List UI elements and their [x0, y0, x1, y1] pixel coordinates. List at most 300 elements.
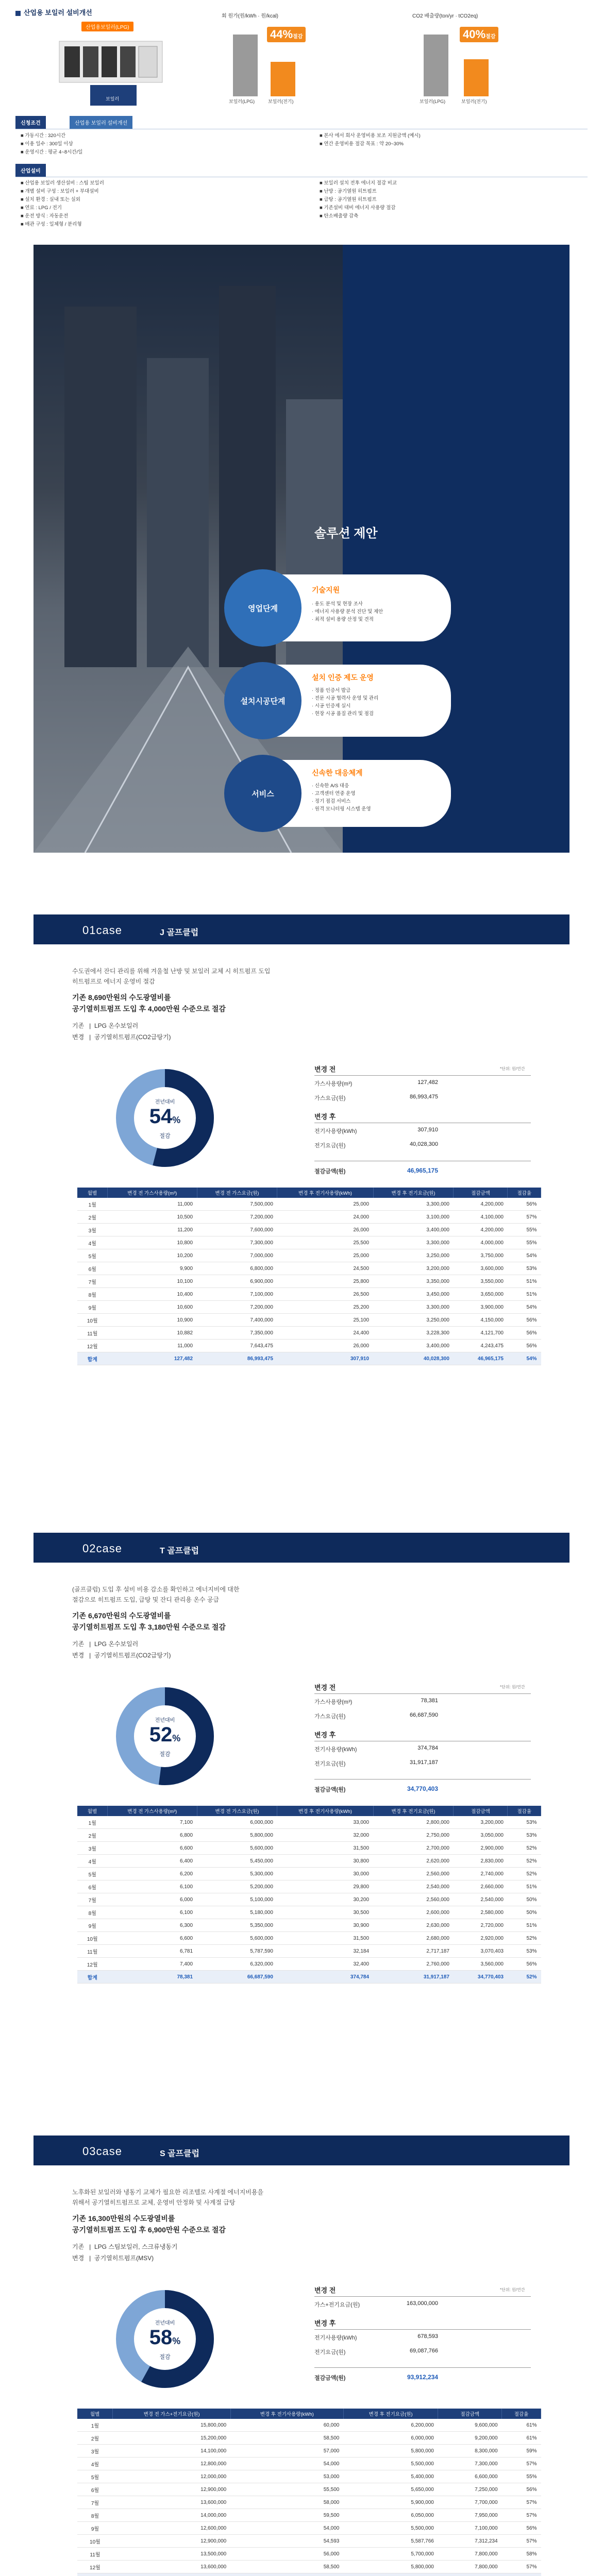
stage-circle: 영업단계	[224, 569, 301, 647]
table-cell: 7,800,000	[438, 2561, 502, 2573]
table-cell: 2,540,000	[373, 1880, 454, 1893]
table-cell: 26,500	[277, 1288, 373, 1301]
table-row	[77, 2483, 541, 2496]
table-cell: 9월	[77, 1301, 108, 1314]
table-header	[77, 2409, 541, 2419]
table-cell: 31,500	[277, 1932, 373, 1945]
table-cell: 25,800	[277, 1275, 373, 1288]
case-name: T 골프클럽	[160, 1547, 199, 1555]
table-cell: 15,200,000	[113, 2432, 230, 2445]
divider	[314, 1075, 531, 1076]
table-cell: 4월	[77, 2458, 113, 2470]
table-cell: 51%	[508, 1288, 541, 1301]
table-cell: 1월	[77, 1198, 108, 1211]
table-cell: 7,950,000	[438, 2509, 502, 2522]
table-cell: 56%	[508, 1340, 541, 1352]
table-cell: 5,350,000	[197, 1919, 277, 1932]
table-row	[77, 1880, 541, 1893]
table-cell: 7,100,000	[197, 1288, 277, 1301]
table-cell: 7,400,000	[197, 1314, 277, 1327]
table-cell: 7,500,000	[197, 1198, 277, 1211]
divider	[314, 2329, 531, 2330]
table-cell: 3월	[77, 1224, 108, 1236]
co2-chart	[412, 11, 505, 104]
table-cell: 2,600,000	[373, 1906, 454, 1919]
table-cell: 10월	[77, 1314, 108, 1327]
table-cell: 54,000	[230, 2522, 343, 2535]
kv-label: 전기요금(원)	[314, 2349, 346, 2355]
table-cell: 12,800,000	[113, 2458, 230, 2470]
table-cell: 54,000	[230, 2458, 343, 2470]
table-cell: 34,770,403	[454, 1971, 508, 1984]
table-cell: 3,300,000	[373, 1301, 454, 1314]
column-header: 변경 전 가스사용량(m³)	[108, 1806, 197, 1816]
table-cell: 5,900,000	[343, 2496, 438, 2509]
table-cell: 9,900	[108, 1262, 197, 1275]
monthly-table	[77, 1188, 541, 1365]
table-row	[77, 2458, 541, 2470]
case-name: J 골프클럽	[160, 928, 199, 937]
table-cell: 3,750,000	[454, 1249, 508, 1262]
case-header	[34, 2136, 569, 2165]
table-cell: 53%	[508, 1829, 541, 1842]
table-cell: 9,600,000	[438, 2419, 502, 2432]
column-header: 월별	[77, 2409, 113, 2419]
kv-value: 31,917,187	[409, 1759, 438, 1766]
table-cell: 1월	[77, 1816, 108, 1829]
column-header: 변경 후 전기사용량(kWh)	[277, 1806, 373, 1816]
table-cell: 32,000	[277, 1829, 373, 1842]
table-cell: 13,600,000	[113, 2496, 230, 2509]
table-cell: 11,200	[108, 1224, 197, 1236]
table-cell: 4월	[77, 1855, 108, 1868]
table-cell	[343, 2573, 438, 2576]
table-cell: 30,800	[277, 1855, 373, 1868]
table-cell	[113, 2573, 230, 2576]
table-cell: 5,700,000	[343, 2548, 438, 2561]
condition-text: ■ 가동시간 : 320시간 ■ 이용 일수 : 300일 이상 ■ 운영시간 : 평균 4~8시간/일	[21, 133, 83, 155]
case-description: 수도권에서 잔디 관리를 위해 겨울철 난방 및 보일러 교체 시 히트펌프 도입 히트펌프로 에너지 운영비 절감	[72, 968, 271, 985]
solution-text: · 용도 분석 및 현장 조사 · 에너지 사용량 분석 진단 및 제안 · 최적 설비 용량 산정 및 견적	[312, 601, 383, 622]
table-cell: 52%	[508, 1855, 541, 1868]
percent-sign: %	[172, 2336, 181, 2346]
table-cell: 12월	[77, 2561, 113, 2573]
table-cell: 11월	[77, 1327, 108, 1340]
table-row	[77, 1314, 541, 1327]
table-cell: 3월	[77, 2445, 113, 2458]
stage-circle: 설치시공단계	[224, 662, 301, 739]
table-cell: 10,500	[108, 1211, 197, 1224]
table-cell: 6,100	[108, 1906, 197, 1919]
table-cell: 3,070,403	[454, 1945, 508, 1958]
table-row	[77, 1211, 541, 1224]
table-row	[77, 1868, 541, 1880]
table-cell: 2,830,000	[454, 1855, 508, 1868]
kv-value: 78,381	[421, 1698, 438, 1704]
product-caption: 보일러	[106, 96, 120, 101]
table-cell: 3,200,000	[454, 1816, 508, 1829]
table-cell: 7,400	[108, 1958, 197, 1971]
table-row	[77, 1932, 541, 1945]
chart-title: 회 원가(원/kWh · 원/kcal)	[222, 13, 278, 19]
kv-label: 전기요금(원)	[314, 1761, 346, 1767]
table-row	[77, 1842, 541, 1855]
solution-text: · 신속한 A/S 대응 · 고객센터 연중 운영 · 정기 점검 서비스 · 원격 모니터링 시스템 운영	[312, 783, 371, 812]
table-cell: 30,000	[277, 1868, 373, 1880]
saving-label: 절감금액(원)	[314, 2375, 346, 2381]
after-title: 변경 후	[314, 2319, 336, 2327]
table-cell: 25,500	[277, 1236, 373, 1249]
table-cell: 5월	[77, 1868, 108, 1880]
page-title: 산업용 보일러 설비개선	[15, 7, 92, 17]
column-header: 절감금액	[438, 2409, 502, 2419]
unit-note: *단위: 원/연간	[500, 2287, 525, 2292]
table-cell: 53%	[508, 1816, 541, 1829]
table-cell: 2월	[77, 1211, 108, 1224]
table-cell: 5,500,000	[343, 2522, 438, 2535]
table-cell: 5,800,000	[343, 2445, 438, 2458]
table-cell: 2,800,000	[373, 1816, 454, 1829]
column-header: 변경 후 전기요금(원)	[373, 1806, 454, 1816]
table-cell: 54%	[508, 1249, 541, 1262]
table-cell: 78,381	[108, 1971, 197, 1984]
table-cell: 2,920,000	[454, 1932, 508, 1945]
kv-label: 전기사용량(kWh)	[314, 2335, 357, 2341]
case-highlight: 기존 6,670만원의 수도광열비를 공기열히트펌프 도입 후 3,180만원 수준으로 절감	[72, 1612, 226, 1631]
chart-bar	[424, 35, 448, 96]
table-cell: 55%	[502, 2470, 541, 2483]
column-header: 변경 전 가스요금(원)	[197, 1806, 277, 1816]
table-row	[77, 2509, 541, 2522]
table-cell: 7월	[77, 1275, 108, 1288]
table-cell: 3,560,000	[454, 1958, 508, 1971]
table-cell: 54%	[508, 1301, 541, 1314]
kv-value: 374,784	[417, 1745, 438, 1751]
kv-label: 가스+전기요금(원)	[314, 2302, 360, 2308]
kv-label: 전기사용량(kWh)	[314, 1128, 357, 1134]
table-cell: 7월	[77, 1893, 108, 1906]
donut-percent	[139, 2326, 191, 2352]
table-cell: 31,917,187	[373, 1971, 454, 1984]
kv-value: 678,593	[417, 2333, 438, 2340]
after-title: 변경 후	[314, 1113, 336, 1121]
saving-badge: 44%절감	[267, 27, 306, 42]
column-header: 변경 후 전기사용량(kWh)	[230, 2409, 343, 2419]
table-cell: 6월	[77, 2483, 113, 2496]
table-cell: 52%	[508, 1868, 541, 1880]
kv-label: 가스사용량(m³)	[314, 1081, 353, 1087]
table-cell: 11월	[77, 1945, 108, 1958]
saving-label: 절감금액(원)	[314, 1787, 346, 1793]
table-cell: 5,200,000	[197, 1880, 277, 1893]
table-cell: 7,100	[108, 1816, 197, 1829]
table-cell: 2,680,000	[373, 1932, 454, 1945]
table-cell: 3,650,000	[454, 1288, 508, 1301]
table-cell: 66,687,590	[197, 1971, 277, 1984]
table-cell: 58,500	[230, 2432, 343, 2445]
table-cell: 14,100,000	[113, 2445, 230, 2458]
table-cell: 2,700,000	[373, 1842, 454, 1855]
chart-bar	[464, 59, 489, 96]
table-cell: 30,200	[277, 1893, 373, 1906]
case-spec: 기존 | LPG 스팀보일러, 스크류냉동기 변경 | 공기열히트펌프(MSV)	[72, 2243, 178, 2262]
divider	[314, 2367, 531, 2368]
table-cell: 5,450,000	[197, 1855, 277, 1868]
table-cell: 30,900	[277, 1919, 373, 1932]
table-total-row	[77, 2573, 541, 2576]
donut-percent-value: 58	[149, 2326, 173, 2349]
table-cell: 6월	[77, 1880, 108, 1893]
table-cell: 307,910	[277, 1352, 373, 1365]
table-cell: 6,300	[108, 1919, 197, 1932]
table-cell: 7,643,475	[197, 1340, 277, 1352]
table-cell: 25,100	[277, 1314, 373, 1327]
table-cell: 6월	[77, 1262, 108, 1275]
column-header: 절감금액	[454, 1806, 508, 1816]
table-cell: 25,000	[277, 1249, 373, 1262]
table-cell: 7,300,000	[438, 2458, 502, 2470]
table-row	[77, 2432, 541, 2445]
table-cell: 5,300,000	[197, 1868, 277, 1880]
donut-caption: 전년대비	[155, 1718, 175, 1723]
unit-note: *단위: 원/연간	[500, 1685, 525, 1689]
table-cell: 3,228,300	[373, 1327, 454, 1340]
table-row	[77, 2548, 541, 2561]
table-cell: 4,150,000	[454, 1314, 508, 1327]
saving-badge: 40%절감	[460, 27, 498, 42]
table-cell: 2,560,000	[373, 1868, 454, 1880]
table-cell: 12월	[77, 1340, 108, 1352]
kv-value: 40,028,300	[409, 1141, 438, 1147]
donut-percent	[139, 1105, 191, 1131]
table-cell: 58,500	[230, 2561, 343, 2573]
table-cell: 5,400,000	[343, 2470, 438, 2483]
table-cell: 4,200,000	[454, 1198, 508, 1211]
table-cell: 합계	[77, 1352, 108, 1365]
table-header	[77, 1806, 541, 1816]
table-cell: 52%	[508, 1932, 541, 1945]
case-number: 02case	[82, 1542, 122, 1555]
table-cell: 7,700,000	[438, 2496, 502, 2509]
table-cell: 8월	[77, 1288, 108, 1301]
case-description: 노후화된 보일러와 냉동기 교체가 필요한 리조텔로 사계절 에너지비용을 위해서 공기열히트펌프로 교체, 운영비 안정화 및 사계절 급탕	[72, 2189, 264, 2206]
table-cell: 46,965,175	[454, 1352, 508, 1365]
table-cell: 2,750,000	[373, 1829, 454, 1842]
table-cell: 9월	[77, 2522, 113, 2535]
table-cell: 61%	[502, 2419, 541, 2432]
table-cell: 59%	[502, 2445, 541, 2458]
table-cell: 57%	[502, 2561, 541, 2573]
table-row	[77, 1919, 541, 1932]
table-cell: 10월	[77, 1932, 108, 1945]
table-cell: 12,900,000	[113, 2535, 230, 2548]
table-cell: 3,300,000	[373, 1236, 454, 1249]
solution-head: 기술지원	[312, 586, 340, 594]
table-cell: 9월	[77, 1919, 108, 1932]
table-cell: 2,760,000	[373, 1958, 454, 1971]
table-cell: 4월	[77, 1236, 108, 1249]
chart-bar	[233, 35, 258, 96]
saving-label: 절감금액(원)	[314, 1168, 346, 1175]
solution-title: 솔루션 제안	[314, 527, 378, 540]
table-cell: 1월	[77, 2419, 113, 2432]
table-cell: 4,243,475	[454, 1340, 508, 1352]
table-cell: 30,500	[277, 1906, 373, 1919]
table-row	[77, 1893, 541, 1906]
kv-value: 307,910	[417, 1127, 438, 1133]
table-cell: 10,800	[108, 1236, 197, 1249]
table-cell: 3,400,000	[373, 1224, 454, 1236]
kv-value: 66,687,590	[409, 1712, 438, 1718]
table-cell: 7,350,000	[197, 1327, 277, 1340]
table-cell: 10,400	[108, 1288, 197, 1301]
kv-value: 86,993,475	[409, 1094, 438, 1100]
table-row	[77, 1288, 541, 1301]
table-cell: 합계	[77, 1971, 108, 1984]
table-cell: 54,593	[230, 2535, 343, 2548]
unit-note: *단위: 원/연간	[500, 1066, 525, 1071]
table-cell: 6,781	[108, 1945, 197, 1958]
table-cell: 55%	[508, 1236, 541, 1249]
column-header: 변경 후 전기요금(원)	[343, 2409, 438, 2419]
table-cell: 51%	[508, 1880, 541, 1893]
table-cell: 2,560,000	[373, 1893, 454, 1906]
table-row	[77, 1816, 541, 1829]
table-cell: 6,600	[108, 1842, 197, 1855]
after-title: 변경 후	[314, 1731, 336, 1739]
table-row	[77, 1262, 541, 1275]
table-cell: 26,000	[277, 1340, 373, 1352]
table-cell: 7,200,000	[197, 1211, 277, 1224]
table-cell: 12,000,000	[113, 2470, 230, 2483]
table-cell: 2,900,000	[454, 1842, 508, 1855]
case-number: 01case	[82, 924, 122, 937]
table-cell: 127,482	[108, 1352, 197, 1365]
table-cell: 50%	[508, 1893, 541, 1906]
kv-label: 가스요금(원)	[314, 1714, 346, 1720]
column-header: 절감율	[502, 2409, 541, 2419]
table-row	[77, 1340, 541, 1352]
table-cell: 2,660,000	[454, 1880, 508, 1893]
table-cell: 11,000	[108, 1198, 197, 1211]
table-cell: 32,400	[277, 1958, 373, 1971]
table-cell: 6,800,000	[197, 1262, 277, 1275]
table-cell: 6,200,000	[343, 2419, 438, 2432]
table-cell: 3,050,000	[454, 1829, 508, 1842]
table-cell: 10월	[77, 2535, 113, 2548]
divider	[314, 1779, 531, 1780]
table-cell: 12,600,000	[113, 2522, 230, 2535]
kv-value: 163,000,000	[406, 2300, 438, 2307]
table-cell: 3,900,000	[454, 1301, 508, 1314]
table-cell: 6,100	[108, 1880, 197, 1893]
table-cell: 25,000	[277, 1198, 373, 1211]
table-cell: 56%	[502, 2522, 541, 2535]
before-title: 변경 전	[314, 1684, 336, 1691]
table-cell: 2,540,000	[454, 1893, 508, 1906]
table-cell: 56%	[502, 2483, 541, 2496]
case-highlight: 기존 16,300만원의 수도광열비를 공기열히트펌프 도입 후 6,900만원 수준으로 절감	[72, 2214, 226, 2234]
solution-text: · 정품 인증서 발급 · 전문 시공 협력사 운영 및 관리 · 시공 인증제 실시 · 현장 시공 품질 관리 및 점검	[312, 688, 379, 717]
x-tick-label: 보일러(전기)	[461, 99, 487, 104]
table-cell: 3,200,000	[373, 1262, 454, 1275]
table-header	[77, 1188, 541, 1198]
table-cell: 5월	[77, 2470, 113, 2483]
divider	[314, 1693, 531, 1694]
table-cell: 51%	[508, 1919, 541, 1932]
table-cell: 5,800,000	[197, 1829, 277, 1842]
condition-text-right: ■ 본사 에서 회사 운영비용 보조 지원금액 (예시) ■ 연간 운영비용 절감 목표 : 약 20~30%	[320, 133, 421, 147]
table-cell: 57%	[502, 2458, 541, 2470]
table-row	[77, 2419, 541, 2432]
donut-label	[139, 1716, 191, 1758]
table-row	[77, 1855, 541, 1868]
table-cell: 5,650,000	[343, 2483, 438, 2496]
table-cell: 24,000	[277, 1211, 373, 1224]
table-cell: 6,000,000	[343, 2432, 438, 2445]
table-total-row	[77, 1352, 541, 1365]
table-cell: 55%	[508, 1224, 541, 1236]
table-cell: 3,600,000	[454, 1262, 508, 1275]
table-cell	[502, 2573, 541, 2576]
monthly-table	[77, 1806, 541, 1984]
table-cell: 86,993,475	[197, 1352, 277, 1365]
donut-suffix: 절감	[159, 1751, 171, 1757]
cost-chart	[222, 11, 309, 104]
table-cell: 33,000	[277, 1816, 373, 1829]
table-cell: 3,300,000	[373, 1198, 454, 1211]
table-cell: 374,784	[277, 1971, 373, 1984]
case-number: 03case	[82, 2145, 122, 2158]
table-cell: 6,800	[108, 1829, 197, 1842]
table-cell: 56%	[508, 1958, 541, 1971]
table-cell: 15,800,000	[113, 2419, 230, 2432]
table-cell: 2월	[77, 2432, 113, 2445]
info-tab-sub: 산업용 보일러 설비개선	[70, 116, 132, 129]
table-cell: 7월	[77, 2496, 113, 2509]
x-tick-label: 보일러(전기)	[268, 99, 294, 104]
table-cell: 7,600,000	[197, 1224, 277, 1236]
table-cell	[77, 2573, 113, 2576]
donut-percent-value: 54	[149, 1105, 173, 1128]
table-cell: 2,720,000	[454, 1919, 508, 1932]
table-row	[77, 1198, 541, 1211]
table-cell: 7,250,000	[438, 2483, 502, 2496]
donut-label	[139, 1097, 191, 1140]
donut-caption: 전년대비	[155, 2320, 175, 2326]
table-cell: 3,250,000	[373, 1249, 454, 1262]
table-cell: 13,500,000	[113, 2548, 230, 2561]
donut-percent	[139, 1723, 191, 1750]
title-marker-icon	[15, 11, 21, 16]
solution-head: 신속한 대응체계	[312, 769, 363, 777]
table-cell: 56%	[508, 1314, 541, 1327]
info-tab: 신청조건	[15, 116, 46, 129]
saving-value: 93,912,234	[407, 2374, 438, 2381]
table-row	[77, 1275, 541, 1288]
table-cell: 59,500	[230, 2509, 343, 2522]
donut-label	[139, 2318, 191, 2361]
table-cell: 3,450,000	[373, 1288, 454, 1301]
table-cell: 6,600,000	[438, 2470, 502, 2483]
before-title: 변경 전	[314, 1065, 336, 1073]
table-cell: 10,900	[108, 1314, 197, 1327]
table-row	[77, 2535, 541, 2548]
table-cell: 7,312,234	[438, 2535, 502, 2548]
column-header: 변경 전 가스요금(원)	[197, 1188, 277, 1198]
before-title: 변경 전	[314, 2286, 336, 2294]
table-cell: 3,250,000	[373, 1314, 454, 1327]
